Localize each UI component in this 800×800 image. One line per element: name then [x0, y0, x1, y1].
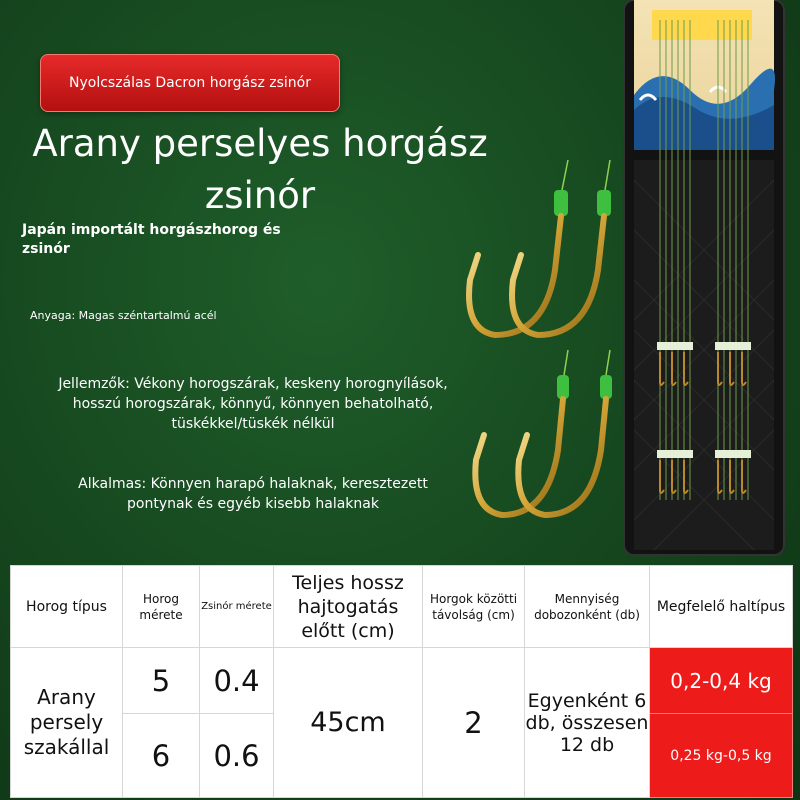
hook-size-value: 6: [123, 714, 200, 798]
header-line-size: Zsinór mérete: [200, 566, 274, 648]
spec-table: [10, 565, 793, 798]
subtitle: Japán importált horgászhorog és zsinór: [22, 222, 281, 257]
hook-package-image: [600, 0, 800, 562]
line-size-value: 0.6: [200, 714, 274, 798]
table-row: [11, 648, 793, 714]
features-text: Jellemzők: Vékony horogszárak, keskeny horognyílások, hosszú horogszárak, könnyű, könnyen behatolható, tüskékkel/tüskék nélkül: [58, 376, 448, 432]
table-header-row: [11, 566, 793, 648]
material-text: Anyaga: Magas széntartalmú acél: [30, 309, 217, 322]
page-title: Arany perselyes horgász zsinór: [32, 122, 488, 217]
line-size-value: 0.4: [200, 648, 274, 714]
header-hook-size: Horog mérete: [123, 566, 200, 648]
product-badge: Nyolcszálas Dacron horgász zsinór: [40, 54, 340, 112]
header-type: Horog típus: [11, 566, 123, 648]
header-gap: Horgok közötti távolság (cm): [423, 566, 525, 648]
fish-value: 0,25 kg-0,5 kg: [650, 714, 793, 798]
quantity-value: Egyenként 6 db, összesen 12 db: [525, 648, 650, 798]
header-quantity: Mennyiség dobozonként (db): [525, 566, 650, 648]
header-fish: Megfelelő haltípus: [650, 566, 793, 648]
hook-size-value: 5: [123, 648, 200, 714]
length-value: 45cm: [274, 648, 423, 798]
gap-value: 2: [423, 648, 525, 798]
suitable-text: Alkalmas: Könnyen harapó halaknak, keresztezett pontynak és egyéb kisebb halaknak: [78, 476, 428, 512]
type-value: Arany persely szakállal: [11, 648, 123, 798]
header-length: Teljes hossz hajtogatás előtt (cm): [274, 566, 423, 648]
fish-value: 0,2-0,4 kg: [650, 648, 793, 714]
